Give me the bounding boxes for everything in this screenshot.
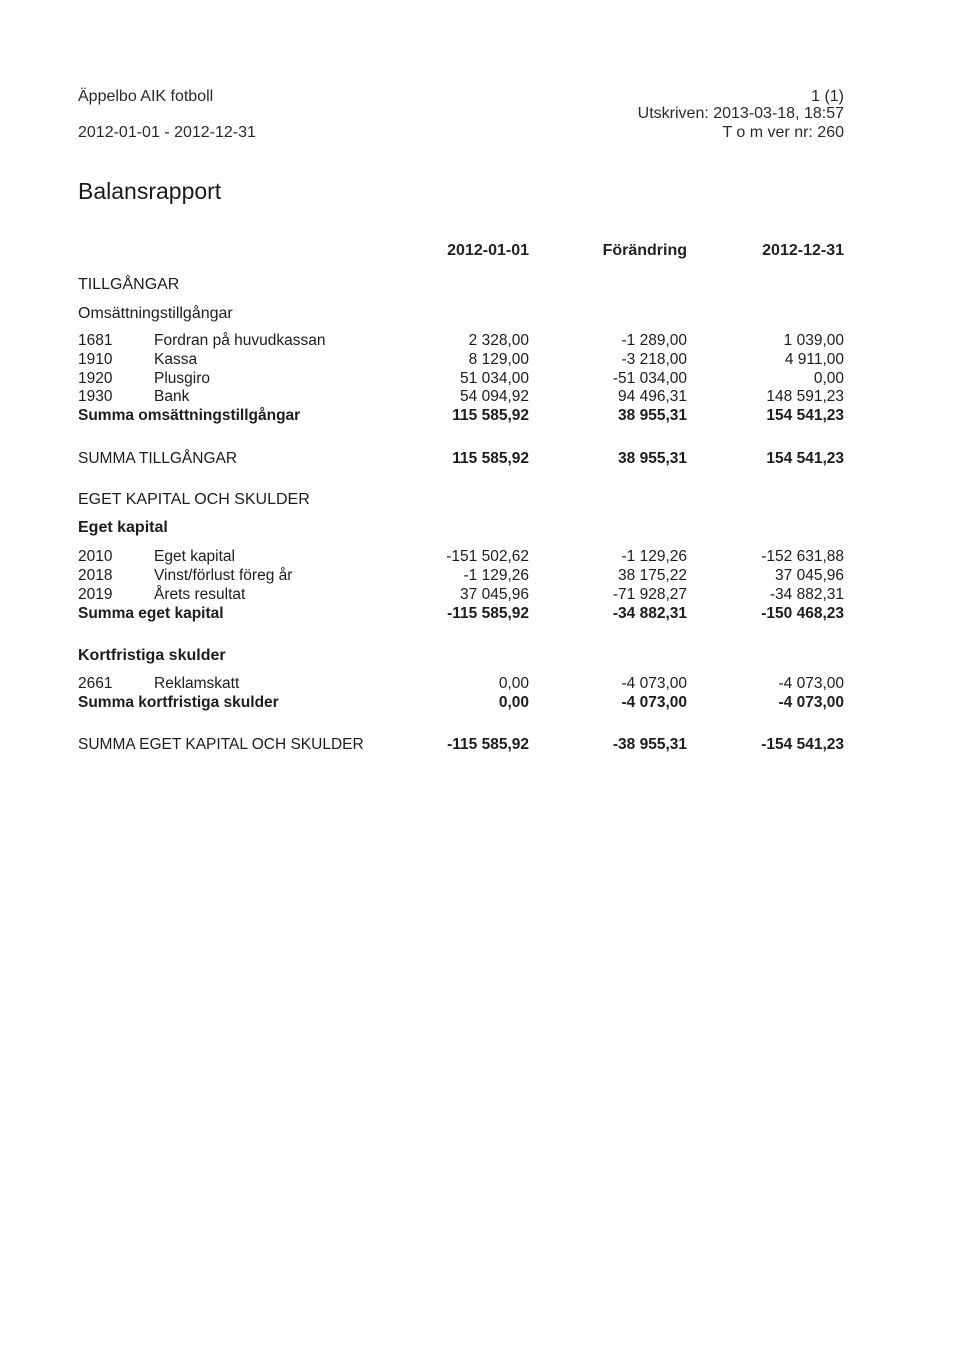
change-value: 94 496,31 — [618, 388, 687, 405]
organization-name: Äppelbo AIK fotboll — [78, 88, 214, 105]
table-row — [0, 567, 960, 586]
change-value: 38 955,31 — [618, 450, 687, 467]
closing-value: -150 468,23 — [761, 605, 844, 622]
opening-value: 115 585,92 — [452, 407, 529, 424]
account-name: Eget kapital — [154, 548, 235, 565]
account-number: 1910 — [78, 351, 113, 368]
group-sum-label: Summa omsättningstillgångar — [78, 407, 301, 424]
opening-value: 115 585,92 — [452, 450, 529, 467]
opening-value: -115 585,92 — [447, 605, 529, 622]
total-assets-row — [0, 450, 960, 469]
change-value: -4 073,00 — [621, 694, 687, 711]
account-number: 2018 — [78, 567, 113, 584]
change-value: -4 073,00 — [621, 675, 687, 692]
group-sum-row — [0, 407, 960, 426]
change-value: -38 955,31 — [612, 736, 687, 753]
report-period: 2012-01-01 - 2012-12-31 — [78, 124, 256, 141]
closing-value: 1 039,00 — [783, 332, 844, 349]
closing-value: -154 541,23 — [761, 736, 844, 753]
closing-value: 154 541,23 — [766, 407, 844, 424]
opening-value: 8 129,00 — [468, 351, 529, 368]
opening-value: 0,00 — [498, 694, 529, 711]
total-label: SUMMA TILLGÅNGAR — [78, 450, 238, 467]
printed-timestamp: Utskriven: 2013-03-18, 18:57 — [637, 105, 844, 122]
account-number: 1930 — [78, 388, 113, 405]
opening-value: -1 129,26 — [463, 567, 529, 584]
closing-value: 0,00 — [813, 370, 844, 387]
closing-value: -4 073,00 — [778, 675, 844, 692]
voucher-number: T o m ver nr: 260 — [722, 124, 844, 141]
change-value: 38 955,31 — [618, 407, 687, 424]
closing-value: 37 045,96 — [775, 567, 844, 584]
account-name: Årets resultat — [154, 586, 246, 603]
opening-value: -151 502,62 — [446, 548, 529, 565]
account-number: 2010 — [78, 548, 113, 565]
group-sum-label: Summa kortfristiga skulder — [78, 694, 279, 711]
change-value: -71 928,27 — [612, 586, 687, 603]
table-row — [0, 351, 960, 370]
opening-value: 2 328,00 — [468, 332, 529, 349]
closing-value: -4 073,00 — [778, 694, 844, 711]
account-name: Plusgiro — [154, 370, 210, 387]
change-value: -1 289,00 — [621, 332, 687, 349]
group-heading-current-assets: Omsättningstillgångar — [78, 305, 233, 322]
group-sum-label: Summa eget kapital — [78, 605, 224, 622]
column-header-opening: 2012-01-01 — [447, 242, 529, 259]
account-name: Bank — [154, 388, 190, 405]
table-row — [0, 388, 960, 407]
column-header-change: Förändring — [602, 242, 687, 259]
change-value: -34 882,31 — [612, 605, 687, 622]
account-number: 2661 — [78, 675, 113, 692]
total-label: SUMMA EGET KAPITAL OCH SKULDER — [78, 736, 364, 753]
group-sum-row — [0, 605, 960, 624]
account-name: Kassa — [154, 351, 198, 368]
opening-value: 37 045,96 — [460, 586, 529, 603]
table-row — [0, 332, 960, 351]
closing-value: 4 911,00 — [784, 351, 844, 368]
opening-value: 51 034,00 — [460, 370, 529, 387]
column-header-closing: 2012-12-31 — [762, 242, 844, 259]
account-number: 2019 — [78, 586, 113, 603]
opening-value: -115 585,92 — [447, 736, 529, 753]
account-name: Reklamskatt — [154, 675, 240, 692]
group-sum-row — [0, 694, 960, 713]
change-value: -51 034,00 — [612, 370, 687, 387]
table-row — [0, 586, 960, 605]
closing-value: -152 631,88 — [761, 548, 844, 565]
change-value: -3 218,00 — [621, 351, 687, 368]
column-header-row — [0, 242, 960, 261]
group-heading-equity: Eget kapital — [78, 519, 168, 536]
opening-value: 0,00 — [498, 675, 529, 692]
page-title: Balansrapport — [78, 178, 222, 204]
table-row — [0, 675, 960, 694]
page-number: 1 (1) — [811, 88, 844, 105]
section-heading-assets: TILLGÅNGAR — [78, 276, 180, 293]
closing-value: 148 591,23 — [766, 388, 844, 405]
section-heading-equity-liabilities: EGET KAPITAL OCH SKULDER — [78, 491, 310, 508]
change-value: -1 129,26 — [621, 548, 687, 565]
account-number: 1920 — [78, 370, 113, 387]
closing-value: -34 882,31 — [769, 586, 844, 603]
account-name: Fordran på huvudkassan — [154, 332, 326, 349]
table-row — [0, 370, 960, 389]
change-value: 38 175,22 — [618, 567, 687, 584]
total-equity-liabilities-row — [0, 736, 960, 755]
group-heading-short-term-liabilities: Kortfristiga skulder — [78, 647, 226, 664]
account-number: 1681 — [78, 332, 113, 349]
account-name: Vinst/förlust föreg år — [154, 567, 293, 584]
table-row — [0, 548, 960, 567]
closing-value: 154 541,23 — [766, 450, 844, 467]
opening-value: 54 094,92 — [460, 388, 529, 405]
